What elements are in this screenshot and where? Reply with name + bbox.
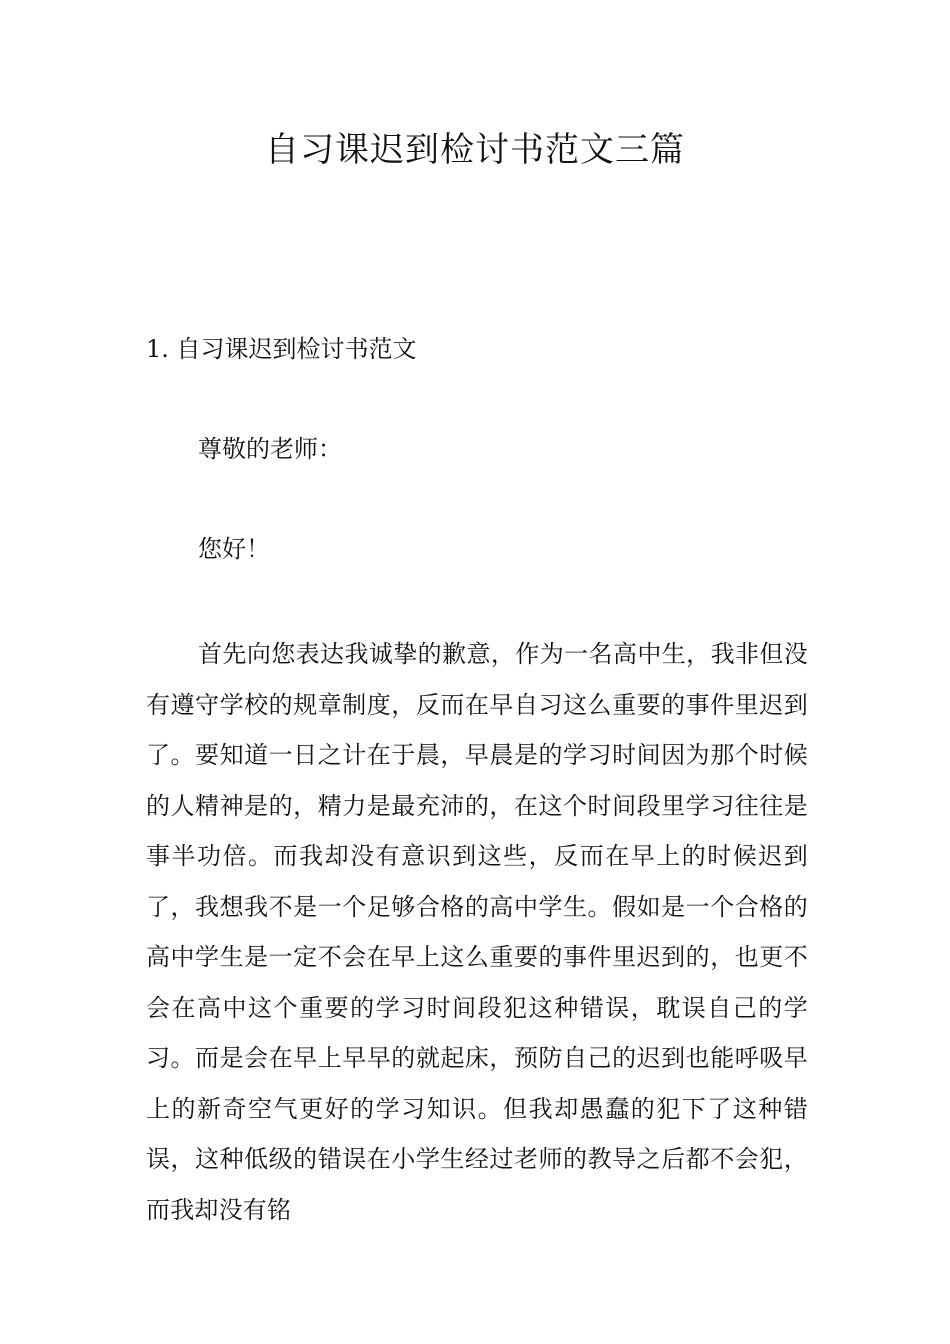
greeting: 您好！ [198,535,270,563]
section-heading: 1. 自习课迟到检讨书范文 [146,335,417,363]
body-paragraph: 首先向您表达我诚挚的歉意，作为一名高中生，我非但没有遵守学校的规章制度，反而在早自习这么重要的事件里迟到了。要知道一日之计在于晨，早晨是的学习时间因为那个时候的人精神是的，精力是最充沛的，在这个时间段里学习往往是事半功倍。而我却没有意识到这些，反而在早上的时候迟到了，我想我不是一个足够合格的高中学生。假如是一个合格的高中学生是一定不会在早上这么重要的事件里迟到的，也更不会在高中这个重要的学习时间段犯这种错误，耽误自己的学习。而是会在早上早早的就起床，预防自己的迟到也能呼吸早上的新奇空气更好的学习知识。但我却愚蠢的犯下了这种错误，这种低级的错误在小学生经过老师的教导之后都不会犯，而我却没有铭 [146,640,808,1224]
salutation: 尊敬的老师： [198,435,342,463]
document-title: 自习课迟到检讨书范文三篇 [265,130,685,170]
